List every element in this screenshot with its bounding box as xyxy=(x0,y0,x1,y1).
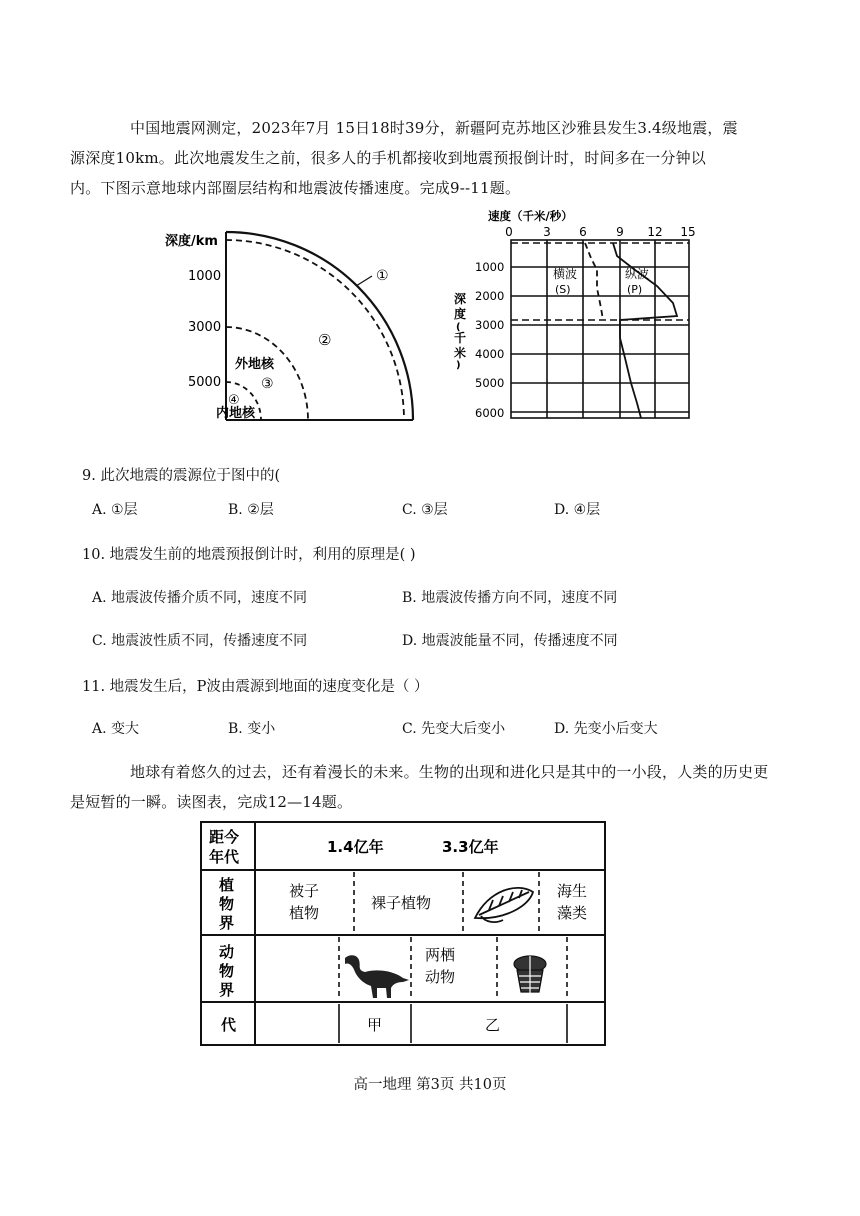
era-jia: 甲 xyxy=(367,1016,383,1034)
earth-surface-arc xyxy=(226,232,413,420)
s-wave-label: 横波 xyxy=(553,267,578,281)
passage-1-line-1: 中国地震网测定，2023年7月 15日18时39分，新疆阿克苏地区沙雅县发生3.4级地震，震 xyxy=(130,119,738,137)
layer-label-2: ② xyxy=(318,331,332,349)
passage-2 xyxy=(70,757,790,817)
x-tick-0: 0 xyxy=(505,225,513,239)
depth-tick-1000: 1000 xyxy=(188,269,222,284)
q9-option-d[interactable]: D. ④层 xyxy=(554,502,601,518)
row-header-time-1: 距今 xyxy=(209,828,240,846)
depth-tick-3000: 3000 xyxy=(188,320,222,335)
row-header-plant-2: 物 xyxy=(219,895,235,913)
passage-1 xyxy=(70,113,790,203)
q11-option-b[interactable]: B. 变小 xyxy=(228,721,276,737)
question-10-stem: 10. 地震发生前的地震预报倒计时，利用的原理是( ) xyxy=(82,547,416,563)
y-label-4: 千 xyxy=(454,331,467,345)
y-tick-6000: 6000 xyxy=(475,406,505,420)
angiosperm-label-1: 被子 xyxy=(289,882,320,900)
p-wave-label: 纵波 xyxy=(625,267,650,281)
depth-tick-5000: 5000 xyxy=(188,375,222,390)
q10-option-d[interactable]: D. 地震波能量不同，传播速度不同 xyxy=(402,633,618,649)
q9-option-b[interactable]: B. ②层 xyxy=(228,502,274,518)
passage-1-line-2: 源深度10km。此次地震发生之前，很多人的手机都接收到地震预报倒计时，时间多在一分钟以 xyxy=(70,149,707,167)
outer-core-label: 外地核 xyxy=(235,357,275,372)
algae-label-2: 藻类 xyxy=(557,904,588,922)
inner-core-label: 内地核 xyxy=(216,406,256,421)
passage-2-line-2: 是短暂的一瞬。读图表，完成12—14题。 xyxy=(70,793,353,811)
s-wave-symbol: (S) xyxy=(555,283,571,296)
page-footer: 高一地理 第3页 共10页 xyxy=(353,1077,507,1093)
y-tick-5000: 5000 xyxy=(475,376,505,390)
row-header-plant-1: 植 xyxy=(219,876,235,894)
x-tick-6: 6 xyxy=(579,225,587,239)
x-tick-15: 15 xyxy=(680,225,696,239)
row-header-animal-1: 动 xyxy=(219,943,235,961)
row-header-animal-2: 物 xyxy=(219,962,235,980)
y-tick-4000: 4000 xyxy=(475,347,505,361)
fern-icon xyxy=(475,888,533,922)
depth-axis-label: 深度/km xyxy=(165,234,218,249)
q10-option-c[interactable]: C. 地震波性质不同，传播速度不同 xyxy=(92,633,308,649)
row-header-time-2: 年代 xyxy=(209,848,240,866)
amphibian-label-2: 动物 xyxy=(425,968,456,986)
passage-2-line-1: 地球有着悠久的过去，还有着漫长的未来。生物的出现和进化只是其中的一小段，人类的历史更 xyxy=(130,763,769,781)
angiosperm-label-2: 植物 xyxy=(289,904,320,922)
moho-boundary xyxy=(226,240,404,420)
wave-grid xyxy=(511,240,689,418)
speed-axis-label: 速度（千米/秒） xyxy=(488,209,573,223)
layer-label-1: ① xyxy=(376,268,389,284)
question-11-stem: 11. 地震发生后，P波由震源到地面的速度变化是（ ） xyxy=(82,679,429,695)
y-tick-1000: 1000 xyxy=(475,260,505,274)
table-outer-grid xyxy=(201,822,605,1045)
q9-option-a[interactable]: A. ①层 xyxy=(92,502,138,518)
x-tick-12: 12 xyxy=(647,225,663,239)
q11-option-d[interactable]: D. 先变小后变大 xyxy=(554,721,658,737)
q11-option-a[interactable]: A. 变大 xyxy=(92,721,140,737)
y-label-3: ( xyxy=(456,322,461,333)
s-wave-curve xyxy=(585,243,603,320)
seismic-wave-figure xyxy=(445,208,705,428)
algae-label-1: 海生 xyxy=(557,882,588,900)
y-label-5: 米 xyxy=(454,346,467,360)
x-tick-9: 9 xyxy=(616,225,624,239)
era-yi: 乙 xyxy=(485,1016,501,1034)
q10-option-a[interactable]: A. 地震波传播介质不同，速度不同 xyxy=(92,590,308,606)
p-wave-symbol: (P) xyxy=(627,283,643,296)
y-label-1: 深 xyxy=(454,292,467,306)
amphibian-label-1: 两栖 xyxy=(425,946,456,964)
question-9-stem: 9. 此次地震的震源位于图中的( xyxy=(82,468,281,484)
q11-option-c[interactable]: C. 先变大后变小 xyxy=(402,721,506,737)
gymnosperm-label: 裸子植物 xyxy=(371,894,432,912)
q10-option-b[interactable]: B. 地震波传播方向不同，速度不同 xyxy=(402,590,618,606)
time-marker-1: 1.4亿年 xyxy=(327,838,384,856)
layer-1-pointer xyxy=(356,276,372,286)
row-header-animal-3: 界 xyxy=(219,981,235,999)
y-tick-3000: 3000 xyxy=(475,318,505,332)
y-label-6: ) xyxy=(456,360,461,371)
layer-label-3: ③ xyxy=(261,376,274,392)
y-label-2: 度 xyxy=(454,307,467,321)
passage-1-line-3: 内。下图示意地球内部圈层结构和地震波传播速度。完成9--11题。 xyxy=(70,179,521,197)
x-tick-3: 3 xyxy=(543,225,551,239)
layer-label-4: ④ xyxy=(228,393,240,408)
geologic-time-table xyxy=(199,820,609,1050)
time-marker-2: 3.3亿年 xyxy=(442,838,499,856)
row-header-era: 代 xyxy=(221,1016,237,1034)
y-tick-2000: 2000 xyxy=(475,289,505,303)
q9-option-c[interactable]: C. ③层 xyxy=(402,502,448,518)
earth-layers-figure xyxy=(150,222,440,427)
trilobite-icon xyxy=(514,956,546,994)
dinosaur-icon xyxy=(345,955,409,998)
row-header-plant-3: 界 xyxy=(219,914,235,932)
